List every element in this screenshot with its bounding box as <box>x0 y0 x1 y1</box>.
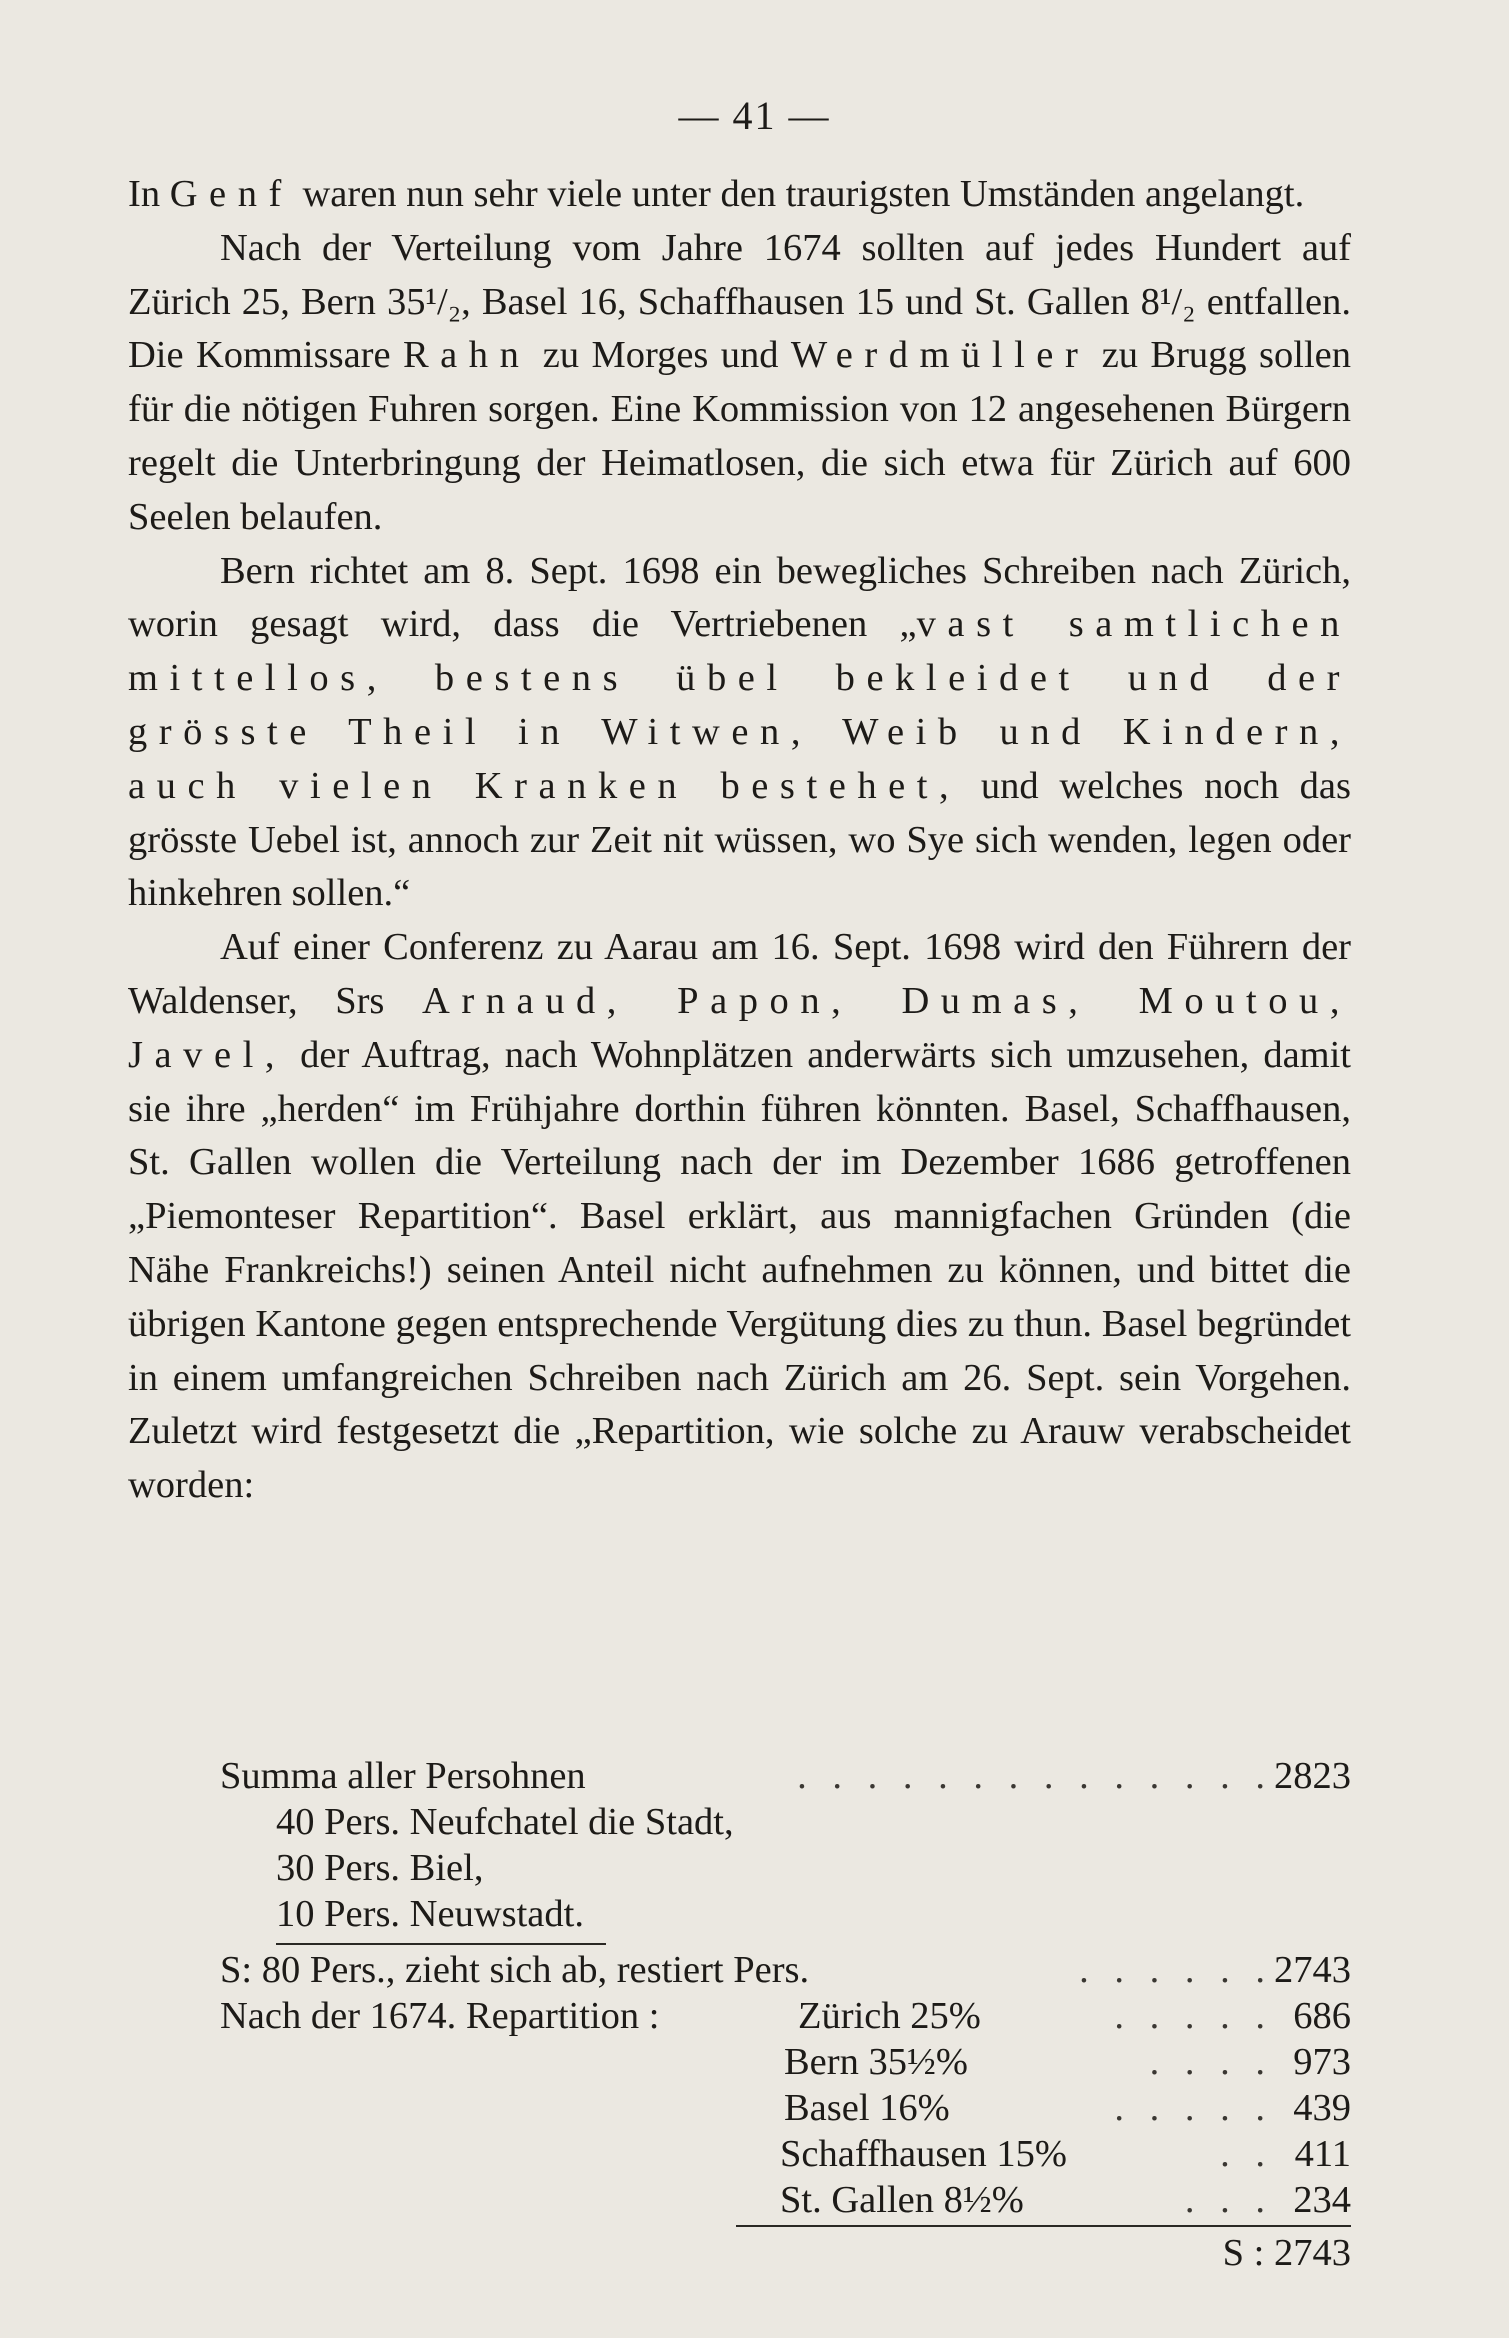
canton-dots: . . . . . <box>1114 1995 1273 2037</box>
spaced-emphasis: Rahn <box>402 334 531 377</box>
spaced-emphasis: Genf <box>169 173 293 215</box>
total-sum: S : 2743 <box>1222 2232 1351 2274</box>
summa-row <box>128 1753 1351 1799</box>
text-run: waren nun sehr viele unter den traurigsten Umständen angelangt. <box>292 173 1305 215</box>
canton-label: Basel 16% <box>784 2087 950 2129</box>
deduction-label: 40 Pers. Neufchatel die Stadt, <box>276 1801 734 1843</box>
sum-rule <box>736 2225 1351 2227</box>
canton-dots: . . . . <box>1149 2041 1273 2083</box>
canton-row <box>128 2177 1351 2223</box>
canton-label: Bern 35½% <box>784 2041 968 2083</box>
text-run: und welches noch das grösste Uebel ist, annoch zur Zeit nit wüssen, wo Sye sich wenden, legen oder hinkehren sollen.“ <box>128 764 1351 915</box>
paragraph <box>128 168 1351 222</box>
canton-label: Schaffhausen 15% <box>780 2133 1067 2175</box>
deduction-row <box>128 1799 1351 1845</box>
paragraph <box>128 545 1351 922</box>
canton-label: Zürich 25% <box>798 1995 981 2037</box>
canton-value: 234 <box>1293 2179 1351 2221</box>
text-run: Nach der Verteilung vom Jahre 1674 sollten auf jedes Hundert auf Zürich 25, Bern 35¹/₂, Basel 16, Schaffhausen 15 und St. Gallen 8¹/₂ entfallen. Die Kommissare <box>128 226 1351 377</box>
canton-row <box>128 2131 1351 2177</box>
spaced-emphasis: Arnaud, Papon, Dumas, Moutou, Javel, <box>128 979 1351 1076</box>
repartition-label: Nach der 1674. Repartition : <box>220 1995 660 2037</box>
deduction-label: 30 Pers. Biel, <box>276 1847 484 1889</box>
deduction-label: 10 Pers. Neuwstadt. <box>276 1893 584 1935</box>
rest-label: S: 80 Pers., zieht sich ab, restiert Pers. <box>220 1949 810 1991</box>
page-number: — 41 — <box>678 93 831 138</box>
paragraph <box>128 921 1351 1513</box>
canton-value: 411 <box>1294 2133 1351 2175</box>
canton-dots: . . <box>1220 2133 1273 2175</box>
canton-value: 439 <box>1293 2087 1351 2129</box>
canton-dots: . . . <box>1184 2179 1273 2221</box>
summa-value: 2823 <box>1274 1755 1351 1797</box>
repartition-table <box>128 1753 1351 2273</box>
canton-label: St. Gallen 8½% <box>780 2179 1024 2221</box>
text-run: zu Brugg sollen für die nötigen Fuhren sorgen. Eine Kommission von 12 angesehenen Bürgern regelt die Unterbringung der Heimatlosen, die sich etwa für Zürich auf 600 Seelen belaufen. <box>128 334 1351 538</box>
summa-dots: . . . . . . . . . . . . . . <box>797 1755 1273 1797</box>
rest-value: 2743 <box>1274 1949 1351 1991</box>
subtraction-rule <box>276 1943 606 1945</box>
text-run: Bern richtet am 8. Sept. 1698 ein bewegliches Schreiben nach Zürich, worin gesagt wird, dass die Vertriebenen „ <box>128 549 1351 646</box>
summa-label: Summa aller Persohnen <box>220 1755 586 1797</box>
deduction-row <box>128 1891 1351 1937</box>
spaced-emphasis: Werdmüller <box>790 334 1090 377</box>
text-run: Auf einer Conferenz zu Aarau am 16. Sept. 1698 wird den Führern der Waldenser, Srs <box>128 926 1351 1022</box>
rest-row <box>128 1947 1351 1993</box>
text-run: In <box>128 173 170 215</box>
deduction-row <box>128 1845 1351 1891</box>
canton-row <box>128 1993 1351 2039</box>
body-text <box>128 168 1351 1513</box>
canton-value: 973 <box>1293 2041 1351 2083</box>
paragraph <box>128 222 1351 545</box>
spaced-emphasis: vast samtlichen mittellos, bestens übel bekleidet und der grösste Theil in Witwen, Weib und Kindern, auch vielen Kranken bestehet, <box>128 603 1351 807</box>
canton-dots: . . . . . <box>1114 2087 1273 2129</box>
canton-row <box>128 2085 1351 2131</box>
text-run: der Auftrag, nach Wohnplätzen anderwärts sich umzusehen, damit sie ihre „herden“ im Frühjahre dorthin führen könnten. Basel, Schaffhausen, St. Gallen wollen die Verteilung nach der im Dezember 1686 getroffenen „Piemonteser Repartition“. Basel erklärt, aus mannigfachen Gründen (die Nähe Frankreichs!) seinen Anteil nicht aufnehmen zu können, und bittet die übrigen Kantone gegen entsprechende Vergütung dies zu thun. Basel begründet in einem umfangreichen Schreiben nach Zürich am 26. Sept. sein Vorgehen. Zuletzt wird festgesetzt die „Repartition, wie solche zu Arauw verabscheidet worden: <box>128 1033 1351 1507</box>
canton-row <box>128 2039 1351 2085</box>
text-run: zu Morges und <box>530 334 791 377</box>
canton-value: 686 <box>1293 1995 1351 2037</box>
rest-dots: . . . . . . <box>1079 1949 1273 1991</box>
